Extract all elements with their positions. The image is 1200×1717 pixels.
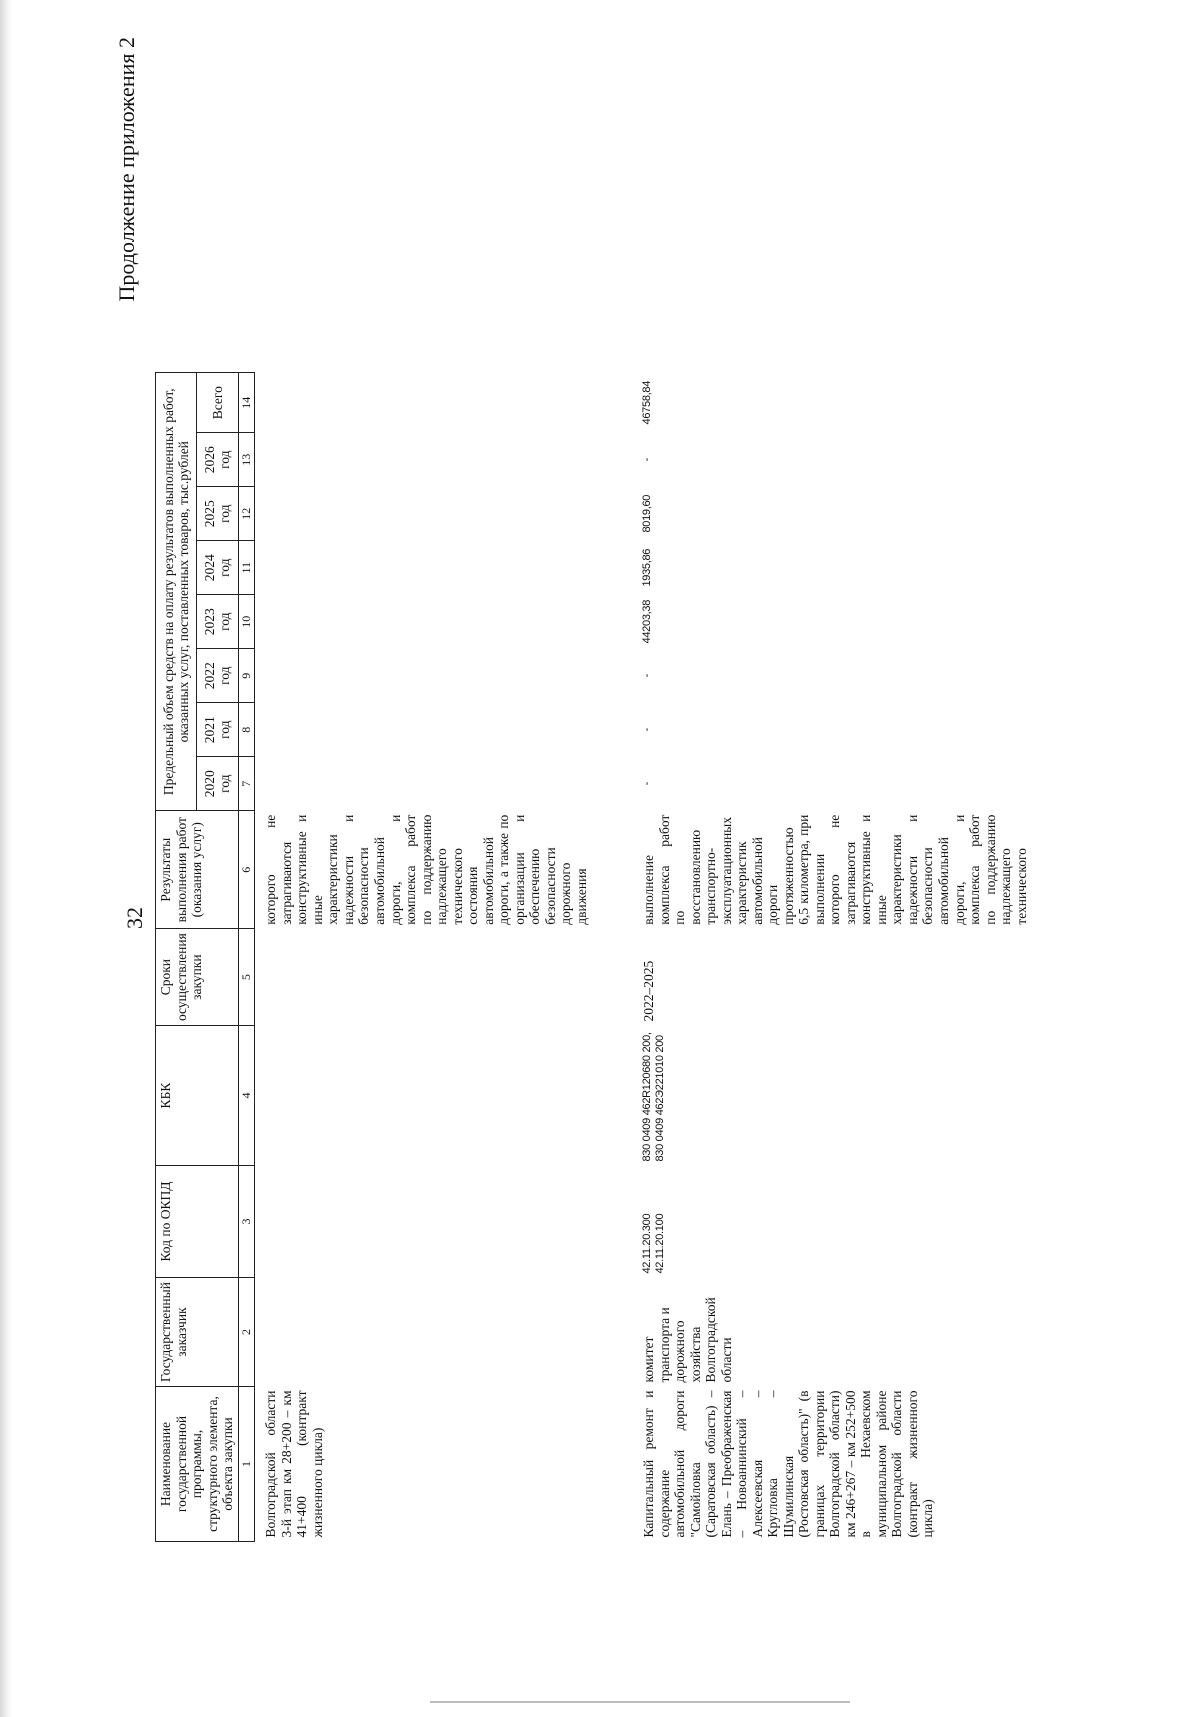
col-number-1: 1 xyxy=(238,1387,255,1542)
table-row xyxy=(601,373,1031,1542)
col-number-9: 9 xyxy=(238,649,255,703)
col-number-8: 8 xyxy=(238,703,255,757)
row2-results: выполнение комплекса работ по восстановлению транспортно-эксплуатационных характеристик автомобильной дороги протяженностью 6,5 километра, при выполнении которого не затрагиваются конструктивные и иные характеристики надежности и безопасности автомобильной дороги, и комплекса работ по поддержанию надлежащего технического xyxy=(641,814,1029,925)
col-number-14: 14 xyxy=(238,373,255,433)
header-customer: Государственный заказчик xyxy=(156,1278,239,1387)
header-total: Всего xyxy=(197,373,238,433)
header-year-2022: 2022 год xyxy=(197,649,238,703)
table-row xyxy=(255,373,601,1542)
row1-value-2021 xyxy=(255,703,601,757)
row2-name: Капитальный ремонт и содержание автомобильной дороги "Самойловка (Саратовская область) – Елань – Преображенская – Новоаннинский – Алексеевская – Кругловка – Шумилинская (Ростовская область)" (в границах территории Волгоградской области) км 246+267 – км 252+500 в Нехаевском муниципальном районе Волгоградской области (контракт жизненного цикла) xyxy=(641,1390,936,1538)
row2-value-total: 46758,84 xyxy=(641,380,654,425)
col-number-13: 13 xyxy=(238,433,255,487)
row1-value-2022 xyxy=(255,649,601,703)
header-year-2023: 2023 год xyxy=(197,595,238,649)
row2-value-2025: 8019,60 xyxy=(641,494,654,533)
procurement-table xyxy=(155,372,1031,1542)
header-year-2024: 2024 год xyxy=(197,541,238,595)
row2-value-2026: - xyxy=(641,458,654,462)
row2-value-2023: 44203,38 xyxy=(641,599,654,644)
header-results: Результаты выполнения работ (оказания услуг) xyxy=(156,811,239,929)
row2-value-2020: - xyxy=(641,782,654,786)
col-number-11: 11 xyxy=(238,541,255,595)
col-number-3: 3 xyxy=(238,1166,255,1278)
header-volume-group: Предельный объем средств на оплату результатов выполненных работ, оказанных услуг, поставленных товаров, тыс.рублей xyxy=(156,373,197,811)
header-year-2021: 2021 год xyxy=(197,703,238,757)
row1-customer xyxy=(255,1278,601,1387)
row1-value-2026 xyxy=(255,433,601,487)
col-number-4: 4 xyxy=(238,1026,255,1166)
header-year-2026: 2026 год xyxy=(197,433,238,487)
row1-value-2023 xyxy=(255,595,601,649)
continuation-title: Продолжение приложения 2 xyxy=(114,37,139,302)
col-number-2: 2 xyxy=(238,1278,255,1387)
col-number-7: 7 xyxy=(238,757,255,811)
col-number-10: 10 xyxy=(238,595,255,649)
col-number-5: 5 xyxy=(238,929,255,1026)
row2-value-2022: - xyxy=(641,674,654,678)
header-year-2025: 2025 год xyxy=(197,487,238,541)
row1-terms xyxy=(255,929,601,1026)
row1-value-2020 xyxy=(255,757,601,811)
col-number-12: 12 xyxy=(238,487,255,541)
header-terms: Сроки осуществления закупки xyxy=(156,929,239,1026)
row2-terms: 2022–2025 xyxy=(641,960,657,1022)
row2-kbk: 830 0409 462R120680 200, 830 0409 462Э221010 200 xyxy=(641,1032,666,1162)
row1-value-total xyxy=(255,373,601,433)
header-okpd: Код по ОКПД xyxy=(156,1166,239,1278)
row2-value-2024: 1935,86 xyxy=(641,548,654,587)
row1-value-2025 xyxy=(255,487,601,541)
header-year-2020: 2020 год xyxy=(197,757,238,811)
header-name: Наименование государственной программы, структурного элемента, объекта закупки xyxy=(156,1387,239,1542)
row1-okpd xyxy=(255,1166,601,1278)
row1-results: которого не затрагиваются конструктивные и иные характеристики надежности и безопасности автомобильной дороги, и комплекса работ по поддержанию надлежащего технического состояния автомобильной дороги, а также по организации и обеспечению безопасности дорожного движения xyxy=(263,814,589,925)
header-kbk: КБК xyxy=(156,1026,239,1166)
row2-okpd: 42.11.20.300 42.11.20.100 xyxy=(641,1213,666,1274)
row1-kbk xyxy=(255,1026,601,1166)
row1-name: Волгоградской области 3-й этап км 28+200 – км 41+400 (контракт жизненного цикла) xyxy=(263,1390,325,1538)
row2-value-2021: - xyxy=(641,728,654,732)
page-number: 32 xyxy=(122,907,147,929)
col-number-6: 6 xyxy=(238,811,255,929)
row1-value-2024 xyxy=(255,541,601,595)
row2-customer: комитет транспорта и дорожного хозяйства Волгоградской области xyxy=(641,1297,734,1383)
